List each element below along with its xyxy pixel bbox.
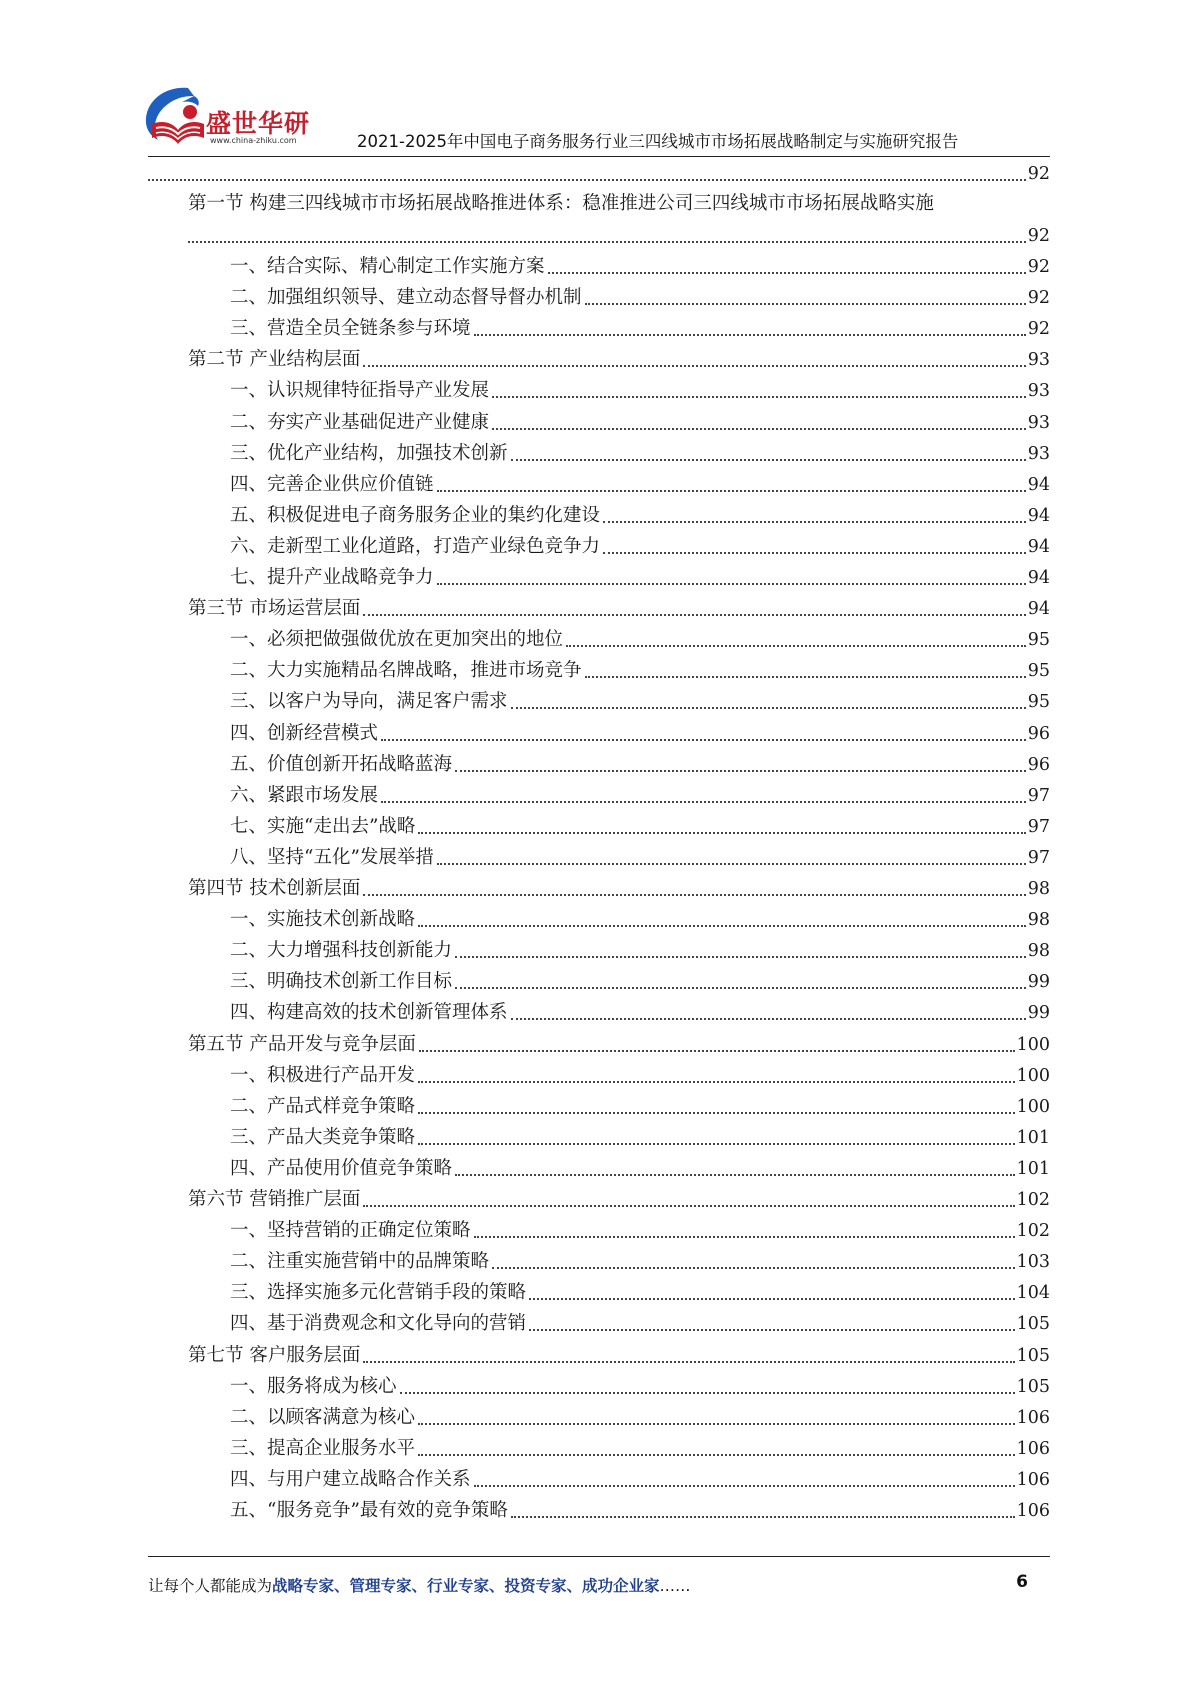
toc-leader <box>474 1235 1015 1238</box>
toc-entry-title: 一、积极进行产品开发 <box>230 1064 416 1086</box>
toc-leader <box>363 1360 1014 1363</box>
toc-page-number: 98 <box>1027 941 1050 962</box>
toc-page-number: 100 <box>1016 1034 1050 1055</box>
toc-subsection-entry[interactable] <box>230 1217 1050 1245</box>
toc-subsection-entry[interactable] <box>230 1435 1050 1463</box>
toc-subsection-entry[interactable] <box>230 440 1050 468</box>
footer-slogan-prefix: 让每个人都能成为 <box>148 1577 273 1595</box>
toc-leader <box>363 1204 1014 1207</box>
toc-entry-title: 三、选择实施多元化营销手段的策略 <box>230 1282 527 1304</box>
report-title: 2021-2025年中国电子商务服务行业三四线城市市场拓展战略制定与实施研究报告 <box>357 132 959 151</box>
toc-leader <box>381 800 1026 803</box>
toc-entry-title: 五、价值创新开拓战略蓝海 <box>230 753 453 775</box>
toc-page-number: 93 <box>1027 412 1050 433</box>
footer-divider <box>148 1556 1050 1557</box>
toc-entry-title: 一、实施技术创新战略 <box>230 909 416 931</box>
toc-leader <box>400 1391 1015 1394</box>
toc-leader <box>566 644 1026 647</box>
toc-page-number: 99 <box>1027 972 1050 993</box>
toc-leader <box>455 986 1026 989</box>
toc-entry-title: 四、与用户建立战略合作关系 <box>230 1468 471 1490</box>
toc-page-number: 100 <box>1016 1096 1050 1117</box>
toc-section-1-page-line[interactable] <box>188 222 1050 250</box>
toc-leader <box>492 395 1026 398</box>
toc-subsection-entry[interactable] <box>230 533 1050 561</box>
toc-page-number: 102 <box>1016 1221 1050 1242</box>
footer-slogan-suffix: …… <box>659 1577 691 1595</box>
toc-leader <box>603 551 1026 554</box>
toc-page-number: 96 <box>1027 754 1050 775</box>
toc-entry-title: 四、产品使用价值竞争策略 <box>230 1157 453 1179</box>
toc-leader <box>188 240 1026 243</box>
toc-page-number: 95 <box>1027 630 1050 651</box>
toc-page-number: 106 <box>1016 1407 1050 1428</box>
toc-leader <box>585 302 1026 305</box>
toc-page-number: 100 <box>1016 1065 1050 1086</box>
toc-section-entry[interactable] <box>188 1186 1050 1214</box>
toc-subsection-entry[interactable] <box>230 1062 1050 1090</box>
toc-subsection-entry[interactable] <box>230 284 1050 312</box>
toc-leader <box>363 364 1025 367</box>
toc-page-number: 104 <box>1016 1283 1050 1304</box>
toc-subsection-entry[interactable] <box>230 1124 1050 1152</box>
toc-entry-title: 三、提高企业服务水平 <box>230 1437 416 1459</box>
toc-entry-title: 三、以客户为导向，满足客户需求 <box>230 691 508 713</box>
toc-entry-title: 四、基于消费观念和文化导向的营销 <box>230 1313 527 1335</box>
toc-leader <box>492 427 1026 430</box>
toc-entry-title: 八、坚持“五化”发展举措 <box>230 846 434 868</box>
toc-leader <box>418 1080 1015 1083</box>
toc-section-entry[interactable] <box>188 1342 1050 1370</box>
toc-leader <box>363 893 1025 896</box>
toc-leader <box>418 1422 1015 1425</box>
footer-slogan-highlight: 战略专家、管理专家、行业专家、投资专家、成功企业家 <box>272 1577 660 1595</box>
toc-subsection-entry[interactable] <box>230 1279 1050 1307</box>
footer-slogan <box>148 1574 691 1596</box>
toc-entry-title: 五、积极促进电子商务服务企业的集约化建设 <box>230 504 601 526</box>
toc-entry-title: 四、构建高效的技术创新管理体系 <box>230 1002 508 1024</box>
toc-leader <box>437 582 1026 585</box>
toc-subsection-entry[interactable] <box>230 471 1050 499</box>
toc-subsection-entry[interactable] <box>230 1310 1050 1338</box>
toc-leader <box>437 862 1026 865</box>
toc-entry-title: 第二节 产业结构层面 <box>188 349 361 371</box>
toc-leader <box>585 675 1026 678</box>
toc-subsection-entry[interactable] <box>230 906 1050 934</box>
toc-entry-title: 三、营造全员全链条参与环境 <box>230 318 471 340</box>
toc-entry-title: 六、紧跟市场发展 <box>230 784 379 806</box>
toc-entry-title: 第六节 营销推广层面 <box>188 1189 361 1210</box>
toc-entry-title: 二、以顾客满意为核心 <box>230 1406 416 1428</box>
toc-page-number: 105 <box>1016 1376 1050 1397</box>
toc-entry-title: 四、创新经营模式 <box>230 722 379 744</box>
toc-page-number: 106 <box>1016 1438 1050 1459</box>
toc-entry-title: 三、优化产业结构，加强技术创新 <box>230 442 508 464</box>
footer-page-number: 6 <box>1016 1572 1028 1592</box>
toc-entry-title: 五、“服务竞争”最有效的竞争策略 <box>230 1500 508 1521</box>
toc-section-entry[interactable] <box>188 1031 1050 1059</box>
toc-page-number: 105 <box>1016 1345 1050 1366</box>
toc-leader <box>511 1515 1015 1518</box>
toc-leader <box>148 178 1026 181</box>
toc-leader <box>455 1173 1015 1176</box>
toc-page-number: 94 <box>1027 474 1050 495</box>
toc-leader <box>455 769 1026 772</box>
toc-leader <box>511 458 1026 461</box>
toc-page-number: 97 <box>1027 785 1050 806</box>
toc-page-number: 92 <box>1027 257 1050 277</box>
toc-page-number: 97 <box>1027 847 1050 868</box>
toc-page-number: 97 <box>1027 816 1050 837</box>
toc-page-number: 92 <box>1027 226 1050 246</box>
toc-subsection-entry[interactable] <box>230 377 1050 405</box>
toc-subsection-entry[interactable] <box>230 782 1050 810</box>
toc-entry-title: 七、实施“走出去”战略 <box>230 815 416 837</box>
toc-entry-title: 一、坚持营销的正确定位策略 <box>230 1220 471 1242</box>
toc-section-entry[interactable] <box>188 595 1050 623</box>
toc-subsection-entry[interactable] <box>230 409 1050 437</box>
toc-entry-title: 一、认识规律特征指导产业发展 <box>230 380 490 402</box>
toc-entry-title: 第四节 技术创新层面 <box>188 878 361 899</box>
toc-leader <box>437 489 1026 492</box>
toc-entry-title: 一、结合实际、精心制定工作实施方案 <box>230 256 545 277</box>
toc-page-number: 99 <box>1027 1003 1050 1024</box>
toc-leader <box>492 1266 1015 1269</box>
toc-page-number: 102 <box>1016 1190 1050 1210</box>
brand-logo <box>138 84 311 154</box>
toc-leader <box>419 1049 1015 1052</box>
toc-entry-title: 第五节 产品开发与竞争层面 <box>188 1033 416 1055</box>
toc-entry-title: 二、产品式样竞争策略 <box>230 1095 416 1117</box>
toc-subsection-entry[interactable] <box>230 1497 1050 1525</box>
toc-leader <box>603 520 1026 523</box>
toc-subsection-entry[interactable] <box>230 1155 1050 1183</box>
toc-page-number: 103 <box>1016 1252 1050 1273</box>
toc-entry-title: 四、完善企业供应价值链 <box>230 473 434 495</box>
toc-entry-title: 一、必须把做强做优放在更加突出的地位 <box>230 629 564 651</box>
toc-page-number: 105 <box>1016 1314 1050 1335</box>
toc-entry-title: 六、走新型工业化道路，打造产业绿色竞争力 <box>230 535 601 557</box>
toc-leader <box>363 613 1025 616</box>
toc-leader <box>548 271 1026 274</box>
toc-page-number: 98 <box>1027 879 1050 899</box>
toc-page-number: 95 <box>1027 661 1050 682</box>
toc-subsection-entry[interactable] <box>230 315 1050 343</box>
toc-page-number: 106 <box>1016 1469 1050 1490</box>
toc-leader <box>455 955 1026 958</box>
toc-leader <box>529 1328 1015 1331</box>
toc-leader <box>511 1017 1026 1020</box>
toc-subsection-entry[interactable] <box>230 564 1050 592</box>
toc-subsection-entry[interactable] <box>230 1404 1050 1432</box>
toc-section-1-title[interactable]: 第一节 构建三四线城市市场拓展战略推进体系：稳准推进公司三四线城市市场拓展战略实施 <box>188 193 934 214</box>
toc-entry-title: 一、服务将成为核心 <box>230 1375 397 1397</box>
toc-page-number: 94 <box>1027 599 1050 620</box>
toc-page-number: 93 <box>1027 381 1050 402</box>
toc-page-number: 94 <box>1027 568 1050 588</box>
toc-entry-title: 二、加强组织领导、建立动态督导督办机制 <box>230 287 582 309</box>
toc-entry-title: 七、提升产业战略竞争力 <box>230 567 434 588</box>
brand-name: 盛世华研 <box>206 109 311 138</box>
toc-continued-entry[interactable] <box>148 160 1050 188</box>
toc-subsection-entry[interactable] <box>230 937 1050 965</box>
toc-page-number: 101 <box>1016 1158 1050 1179</box>
toc-subsection-entry[interactable] <box>230 1248 1050 1276</box>
toc-section-entry[interactable] <box>188 875 1050 903</box>
toc-page-number: 93 <box>1027 350 1050 371</box>
toc-entry-title: 第三节 市场运营层面 <box>188 598 361 620</box>
toc-subsection-entry[interactable] <box>230 253 1050 281</box>
toc-page-number: 98 <box>1027 910 1050 931</box>
toc-entry-title: 三、明确技术创新工作目标 <box>230 971 453 993</box>
toc-page-number: 94 <box>1027 536 1050 557</box>
toc-subsection-entry[interactable] <box>230 751 1050 779</box>
toc-subsection-entry[interactable] <box>230 688 1050 716</box>
toc-leader <box>418 1142 1015 1145</box>
brand-logo-icon <box>138 84 208 150</box>
toc-subsection-entry[interactable] <box>230 626 1050 654</box>
toc-entry-title: 二、夯实产业基础促进产业健康 <box>230 411 490 433</box>
toc-leader <box>381 738 1026 741</box>
toc-page-number: 92 <box>1027 319 1050 340</box>
toc-subsection-entry[interactable] <box>230 844 1050 872</box>
toc-leader <box>474 1484 1015 1487</box>
toc-leader <box>529 1297 1015 1300</box>
toc-page-number: 106 <box>1016 1501 1050 1521</box>
toc-page-number: 101 <box>1016 1127 1050 1148</box>
toc-page-number: 96 <box>1027 723 1050 744</box>
toc-section-entry[interactable] <box>188 346 1050 374</box>
toc-entry-title: 二、注重实施营销中的品牌策略 <box>230 1251 490 1273</box>
page-header <box>0 0 1191 160</box>
brand-url: www.china-zhiku.com <box>210 136 297 145</box>
toc-leader <box>511 706 1026 709</box>
toc-page-number: 92 <box>1027 288 1050 309</box>
header-divider <box>148 156 1050 157</box>
toc-subsection-entry[interactable] <box>230 813 1050 841</box>
toc-subsection-entry[interactable] <box>230 1466 1050 1494</box>
toc-page-number: 93 <box>1027 443 1050 464</box>
toc-leader <box>418 831 1025 834</box>
toc-page-number: 92 <box>1027 164 1050 184</box>
toc-subsection-entry[interactable] <box>230 1093 1050 1121</box>
toc-subsection-entry[interactable] <box>230 657 1050 685</box>
toc-page-number: 95 <box>1027 692 1050 713</box>
toc-subsection-entry[interactable] <box>230 502 1050 530</box>
toc-leader <box>418 1453 1015 1456</box>
toc-leader <box>418 1111 1015 1114</box>
toc-leader <box>418 924 1026 927</box>
toc-subsection-entry[interactable] <box>230 1373 1050 1401</box>
toc-entry-title: 第七节 客户服务层面 <box>188 1344 361 1366</box>
toc-entry-title: 二、大力增强科技创新能力 <box>230 940 453 962</box>
toc-subsection-entry[interactable] <box>230 720 1050 748</box>
toc-page-number: 94 <box>1027 505 1050 526</box>
toc-subsection-entry[interactable] <box>230 999 1050 1027</box>
toc-entry-title: 三、产品大类竞争策略 <box>230 1126 416 1148</box>
toc-leader <box>474 333 1026 336</box>
toc-entry-title: 二、大力实施精品名牌战略，推进市场竞争 <box>230 660 582 682</box>
toc-subsection-entry[interactable] <box>230 968 1050 996</box>
